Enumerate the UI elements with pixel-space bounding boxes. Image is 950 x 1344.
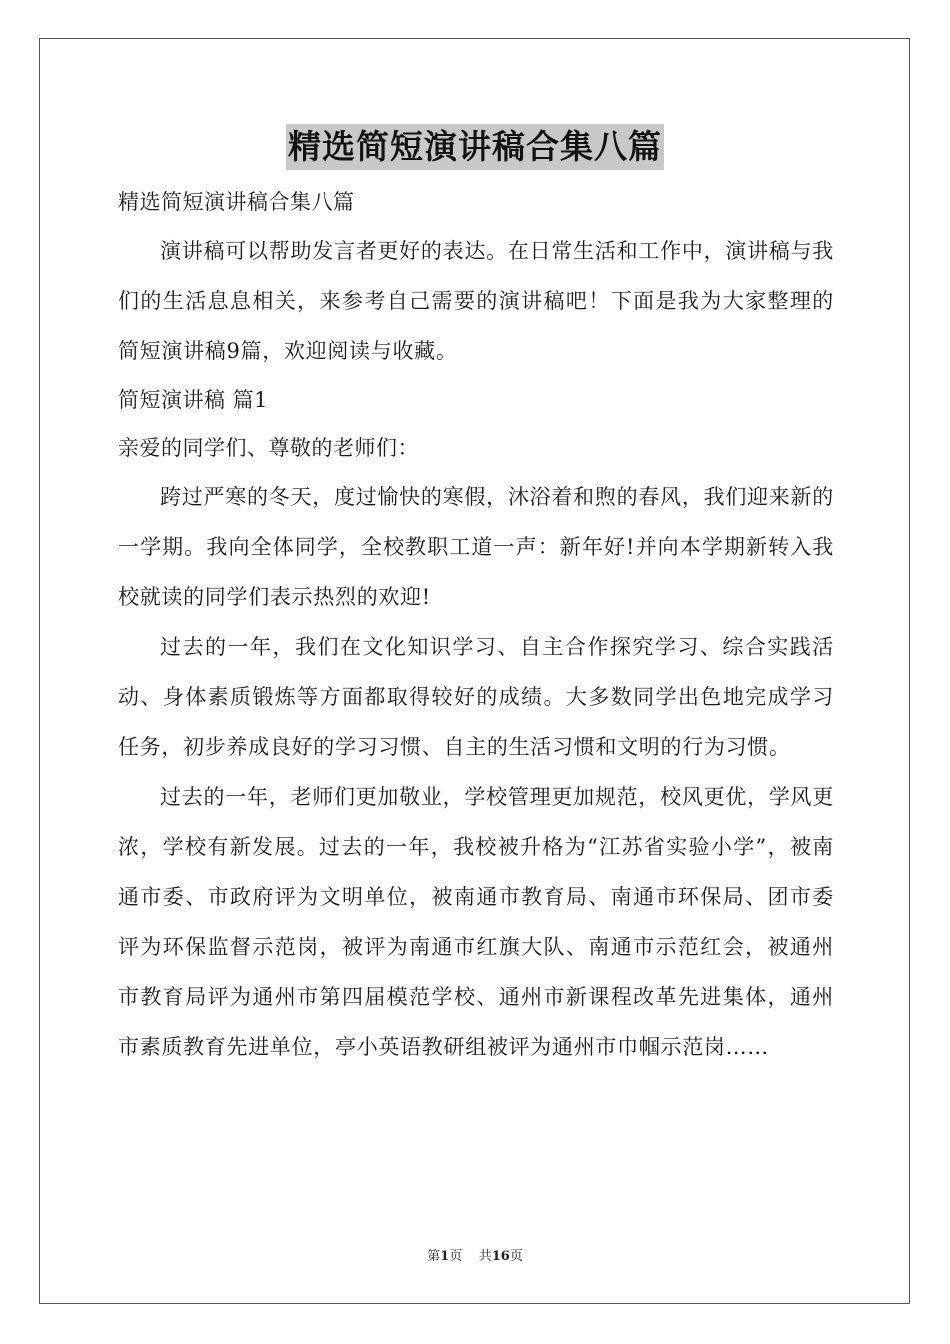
title-container — [0, 124, 950, 170]
section-heading: 简短演讲稿 篇1 — [118, 388, 269, 412]
body-paragraph: 过去的一年，我们在文化知识学习、自主合作探究学习、综合实践活动、身体素质锻炼等方面都取得较好的成绩。大多数同学出色地完成学习任务，初步养成良好的学习习惯、自主的生活习惯和文明的行为习惯。 — [118, 635, 834, 759]
total-page-count: 16 — [491, 1249, 510, 1264]
body-paragraph: 跨过严寒的冬天，度过愉快的寒假，沐浴着和煦的春风，我们迎来新的一学期。我向全体同学，全校教职工道一声：新年好!并向本学期新转入我校就读的同学们表示热烈的欢迎! — [118, 485, 834, 609]
page-footer — [0, 1245, 950, 1264]
page-suffix: 页 — [449, 1249, 463, 1264]
document-title: 精选简短演讲稿合集八篇 — [286, 124, 664, 170]
document-body — [118, 178, 834, 1072]
total-suffix: 页 — [509, 1249, 523, 1264]
greeting-line: 亲爱的同学们、尊敬的老师们： — [118, 436, 419, 460]
body-paragraph: 过去的一年，老师们更加敬业，学校管理更加规范，校风更优，学风更浓，学校有新发展。过去的一年，我校被升格为“江苏省实验小学”，被南通市委、市政府评为文明单位，被南通市教育局、南通市环保局、团市委评为环保监督示范岗，被评为南通市红旗大队、南通市示范红会，被通州市教育局评为通州市第四届模范学校、通州市新课程改革先进集体，通州市素质教育先进单位，亭小英语教研组被评为通州市巾帼示范岗…… — [118, 785, 834, 1059]
page-prefix: 第 — [427, 1249, 441, 1264]
document-subtitle: 精选简短演讲稿合集八篇 — [118, 190, 355, 214]
total-prefix: 共 — [478, 1249, 492, 1264]
current-page-number: 1 — [440, 1249, 450, 1264]
intro-paragraph: 演讲稿可以帮助发言者更好的表达。在日常生活和工作中，演讲稿与我们的生活息息相关，来参考自己需要的演讲稿吧！下面是我为大家整理的简短演讲稿9篇，欢迎阅读与收藏。 — [118, 239, 834, 363]
